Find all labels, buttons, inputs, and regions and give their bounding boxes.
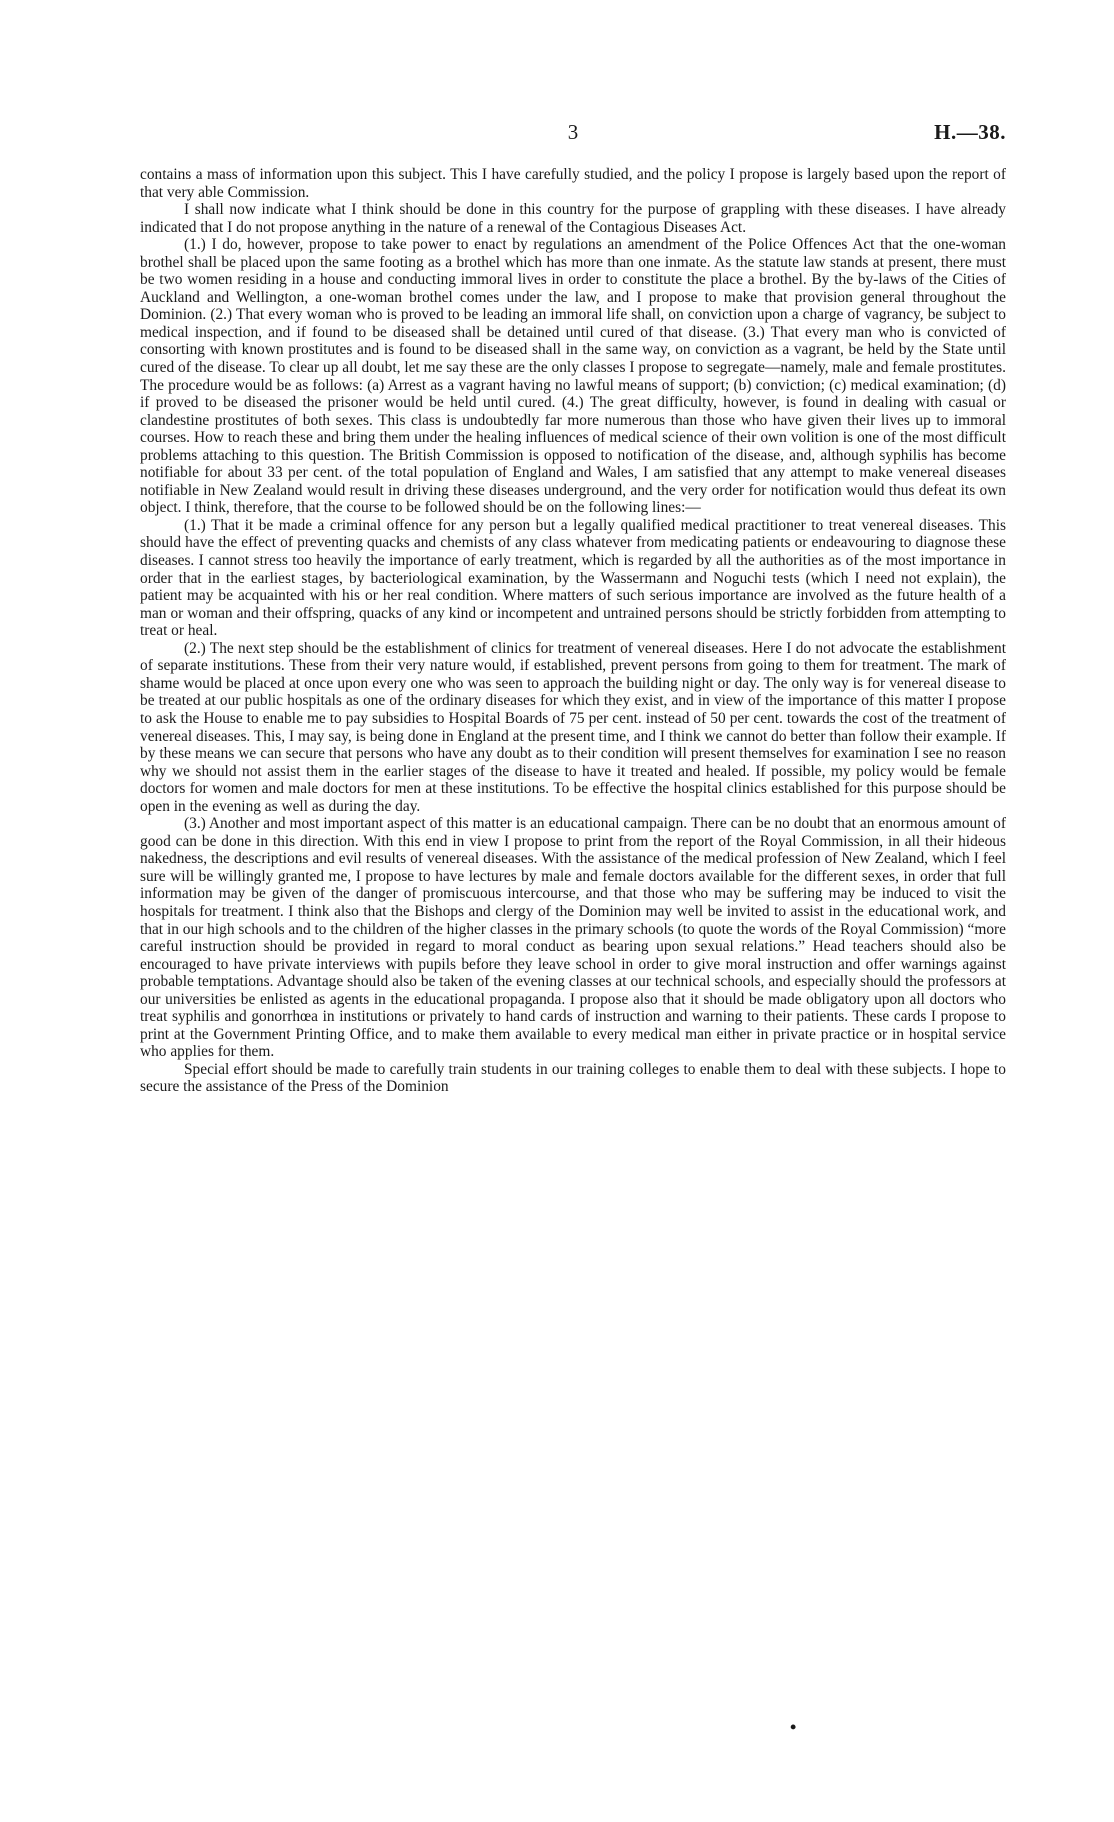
paragraph-qualified-practitioners: (1.) That it be made a criminal offence for any person but a legally qualified medical practitioner to treat venereal diseases. This should have the effect of preventing quacks and chemists of any class whatever from medicating patients or endeavouring to diagnose these diseases. I cannot stress too heavily the importance of early treatment, which is regarded by all the authorities as of the most importance in order that in the earliest stages, by bacteriological examination, by the Wassermann and Noguchi tests (which I need not explain), the patient may be acquainted with his or her real condition. Where matters of such serious importance are involved as the future health of a man or woman and their offspring, quacks of any kind or incompetent and untrained persons should be strictly forbidden from attempting to treat or heal. xyxy=(140,516,1006,640)
paragraph-continuation: contains a mass of information upon this subject. This I have carefully studied, and the policy I propose is largely based upon the report of that very able Commission. xyxy=(140,166,1006,201)
paragraph-education-campaign: (3.) Another and most important aspect of this matter is an educational campaign. There can be no doubt that an enormous amount of good can be done in this direction. With this end in view I propose to print from the report of the Royal Commission, in all their hideous nakedness, the descriptions and evil results of venereal diseases. With the assistance of the medical profession of New Zealand, which I feel sure will be willingly granted me, I propose to have lectures by male and female doctors available for the different sexes, in order that full information may be given of the danger of promiscuous intercourse, and that those who may be suffering may be induced to visit the hospitals for treatment. I think also that the Bishops and clergy of the Dominion may well be invited to assist in the educational work, and that in our high schools and to the children of the higher classes in the primary schools (to quote the words of the Royal Commission) “more careful instruction should be provided in regard to moral conduct as bearing upon sexual relations.” Head teachers should also be encouraged to have private interviews with pupils before they leave school in order to give moral instruction and offer warnings against probable temptations. Advantage should also be taken of the evening classes at our technical schools, and especially should the professors at our universities be enlisted as agents in the educational propaganda. I propose also that it should be made obligatory upon all doctors who treat syphilis and gonorrhœa in institutions or privately to hand cards of instruction and warning to their patients. These cards I propose to print at the Government Printing Office, and to make them available to every medical man either in private practice or in hospital service who applies for them. xyxy=(140,815,1006,1061)
paragraph-proposal-intro: I shall now indicate what I think should be done in this country for the purpose of grappling with these diseases. I have already indicated that I do not propose anything in the nature of a renewal of the Contagious Diseases Act. xyxy=(140,201,1006,236)
page-number: 3 xyxy=(567,120,579,144)
paragraph-clinics: (2.) The next step should be the establishment of clinics for treatment of venereal diseases. Here I do not advocate the establishment of separate institutions. These from their very nature would, if established, prevent persons from going to them for treatment. The mark of shame would be placed at once upon every one who was seen to approach the building night or day. The only way is for venereal disease to be treated at our public hospitals as one of the ordinary diseases for which they exist, and in view of the importance of this matter I propose to ask the House to enable me to pay subsidies to Hospital Boards of 75 per cent. instead of 50 per cent. towards the cost of the treatment of venereal diseases. This, I may say, is being done in England at the present time, and I think we cannot do better than follow their example. If by these means we can secure that persons who have any doubt as to their condition will present themselves for examination I see no reason why we should not assist them in the earlier stages of the disease to have it treated and healed. If possible, my policy would be female doctors for women and male doctors for men at these institutions. To be effective the hospital clinics established for this purpose should be open in the evening as well as during the day. xyxy=(140,639,1006,815)
footer-mark: • xyxy=(790,1717,797,1737)
document-reference: H.—38. xyxy=(934,120,1006,144)
page-header xyxy=(140,120,1006,154)
body-text xyxy=(140,166,1006,1096)
paragraph-legal-measures: (1.) I do, however, propose to take power to enact by regulations an amendment of the Police Offences Act that the one-woman brothel shall be placed upon the same footing as a brothel which has more than one inmate. As the statute law stands at present, there must be two women residing in a house and conducting immoral lives in order to constitute the place a brothel. By the by-laws of the Cities of Auckland and Wellington, a one-woman brothel comes under the law, and I propose to make that provision general throughout the Dominion. (2.) That every woman who is proved to be leading an immoral life shall, on conviction upon a charge of vagrancy, be subject to medical inspection, and if found to be diseased shall be detained until cured of that disease. (3.) That every man who is convicted of consorting with known prostitutes and is found to be diseased shall in the same way, on conviction as a vagrant, be held by the State until cured of the disease. To clear up all doubt, let me say these are the only classes I propose to segregate—namely, male and female prostitutes. The procedure would be as follows: (a) Arrest as a vagrant having no lawful means of support; (b) conviction; (c) medical examination; (d) if proved to be diseased the prisoner would be held until cured. (4.) The great difficulty, however, is found in dealing with casual or clandestine prostitutes of both sexes. This class is undoubtedly far more numerous than those who have given their lives up to immoral courses. How to reach these and bring them under the healing influences of medical science of their own volition is one of the most difficult problems attaching to this question. The British Commission is opposed to notification of the disease, and, although syphilis has become notifiable for about 33 per cent. of the total population of England and Wales, I am satisfied that any attempt to make venereal diseases notifiable in New Zealand would result in driving these diseases underground, and the very order for notification would thus defeat its own object. I think, therefore, that the course to be followed should be on the following lines:— xyxy=(140,236,1006,517)
paragraph-training-colleges: Special effort should be made to carefully train students in our training colleges to enable them to deal with these subjects. I hope to secure the assistance of the Press of the Dominion xyxy=(140,1060,1006,1096)
